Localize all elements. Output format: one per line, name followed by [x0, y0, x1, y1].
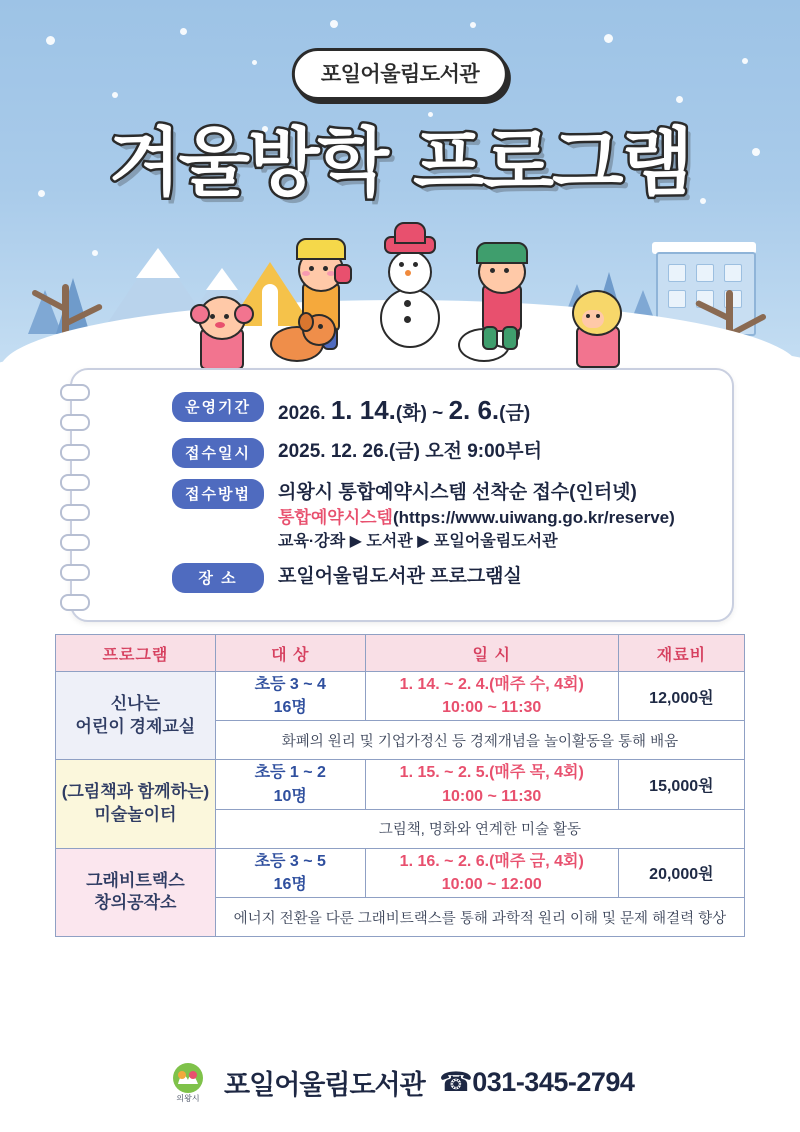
uiwang-logo-icon — [166, 1060, 210, 1104]
cell-fee: 20,000원 — [618, 848, 744, 897]
th-target: 대 상 — [215, 635, 365, 672]
cell-program-name — [56, 760, 216, 848]
window-icon — [668, 290, 686, 308]
dog-orange-icon — [262, 312, 334, 364]
th-datetime: 일 시 — [365, 635, 618, 672]
reservation-system-url: (https://www.uiwang.go.kr/reserve) — [392, 508, 675, 528]
spiral-ring — [60, 504, 90, 521]
cell-datetime — [365, 848, 618, 897]
period-mid1: (화) ~ — [395, 403, 449, 424]
apply-method-url-line — [278, 507, 675, 528]
info-value-apply-method — [278, 479, 675, 552]
info-label-apply-method: 접수방법 — [172, 479, 264, 509]
table-body — [56, 672, 745, 937]
child-green-icon — [470, 242, 532, 348]
snow-dot — [252, 60, 257, 65]
window-icon — [668, 264, 686, 282]
spiral-ring — [60, 384, 90, 401]
cell-datetime — [365, 672, 618, 721]
program-name-line1: 신나는 — [110, 693, 161, 713]
cell-description: 에너지 전환을 다룬 그래비트랙스를 통해 과학적 원리 이해 및 문제 해결력 향상 — [215, 898, 744, 937]
cell-target — [215, 848, 365, 897]
table-row — [56, 848, 745, 897]
window-icon — [696, 264, 714, 282]
period-mid2: (금) — [499, 403, 531, 424]
svg-text:의왕시: 의왕시 — [175, 1094, 200, 1103]
snow-dot — [470, 22, 476, 28]
cell-fee: 15,000원 — [618, 760, 744, 809]
cell-target — [215, 672, 365, 721]
info-label-place: 장 소 — [172, 563, 264, 593]
cell-target — [215, 760, 365, 809]
cell-fee: 12,000원 — [618, 672, 744, 721]
date-line2: 10:00 ~ 11:30 — [442, 787, 542, 805]
info-card — [70, 368, 734, 622]
date-line2: 10:00 ~ 12:00 — [441, 875, 542, 893]
date-line1: 1. 14. ~ 2. 4.(매주 수, 4회) — [399, 676, 584, 693]
target-line1: 초등 3 ~ 5 — [254, 852, 326, 870]
program-name-line2: 어린이 경제교실 — [75, 716, 196, 736]
date-line1: 1. 16. ~ 2. 6.(매주 금, 4회) — [399, 852, 584, 870]
target-line2: 16명 — [273, 699, 307, 717]
table-header-row — [56, 635, 745, 672]
spiral-ring — [60, 474, 90, 491]
spiral-ring — [60, 564, 90, 581]
title-line-1: 겨울방학 — [109, 121, 387, 204]
period-start: 1. 14. — [330, 395, 396, 425]
info-label-period: 운영기간 — [172, 392, 264, 422]
reservation-system-label: 통합예약시스템 — [278, 508, 393, 528]
date-line2: 10:00 ~ 11:30 — [442, 699, 542, 717]
spiral-ring — [60, 414, 90, 431]
cell-description: 그림책, 명화와 연계한 미술 활동 — [215, 809, 744, 848]
library-badge: 포일어울림도서관 — [292, 48, 508, 100]
target-line1: 초등 1 ~ 2 — [254, 764, 326, 782]
title-line-2: 프로그램 — [413, 121, 691, 204]
cell-program-name — [56, 672, 216, 760]
target-line1: 초등 3 ~ 4 — [254, 676, 326, 693]
program-name-line2: 창의공작소 — [94, 893, 177, 913]
footer-library-name: 포일어울림도서관 — [224, 1069, 425, 1100]
snow-dot — [180, 28, 187, 35]
table-row — [56, 672, 745, 721]
period-prefix: 2026. — [278, 403, 331, 424]
snow-dot — [742, 58, 748, 64]
child-blonde-icon — [566, 288, 628, 364]
window-icon — [724, 264, 742, 282]
info-label-apply-date: 접수일시 — [172, 438, 264, 468]
cell-description: 화폐의 원리 및 기업가정신 등 경제개념을 놀이활동을 통해 배움 — [215, 721, 744, 760]
target-line2: 16명 — [273, 875, 307, 893]
snow-dot — [676, 96, 683, 103]
date-line1: 1. 15. ~ 2. 5.(매주 목, 4회) — [399, 764, 584, 782]
info-rows — [172, 392, 712, 604]
snow-dot — [46, 36, 55, 45]
snow-dot — [112, 92, 118, 98]
page-title — [0, 104, 800, 210]
info-value-apply-date: 2025. 12. 26.(금) 오전 9:00부터 — [278, 440, 542, 462]
program-name-line1: (그림책과 함께하는) — [61, 782, 210, 802]
spiral-ring — [60, 594, 90, 611]
info-row-apply-method — [172, 479, 712, 552]
spiral-ring — [60, 444, 90, 461]
snow-dot — [604, 34, 613, 43]
table-head — [56, 635, 745, 672]
info-row-apply-date — [172, 438, 712, 468]
program-table-wrap — [55, 634, 745, 937]
target-line2: 10명 — [273, 787, 307, 805]
table-row — [56, 760, 745, 809]
cell-datetime — [365, 760, 618, 809]
info-row-place — [172, 563, 712, 593]
footer — [0, 1060, 800, 1104]
program-name-line1: 그래비트랙스 — [86, 870, 185, 890]
info-value-place: 포일어울림도서관 프로그램실 — [278, 565, 522, 587]
program-name-line2: 미술놀이터 — [94, 805, 177, 825]
period-end: 2. 6. — [448, 395, 500, 425]
apply-method-main: 의왕시 통합예약시스템 선착순 접수(인터넷) — [278, 481, 637, 503]
program-table — [55, 634, 745, 937]
child-pink-icon — [190, 292, 252, 364]
info-value-period — [278, 392, 530, 427]
snowman-icon — [366, 230, 448, 360]
th-fee: 재료비 — [618, 635, 744, 672]
info-row-period — [172, 392, 712, 427]
cell-program-name — [56, 848, 216, 936]
snow-dot — [330, 20, 338, 28]
footer-phone: ☎031-345-2794 — [439, 1066, 635, 1097]
spiral-ring — [60, 534, 90, 551]
th-program: 프로그램 — [56, 635, 216, 672]
apply-method-path: 교육·강좌 ▶ 도서관 ▶ 포일어울림도서관 — [278, 532, 558, 550]
